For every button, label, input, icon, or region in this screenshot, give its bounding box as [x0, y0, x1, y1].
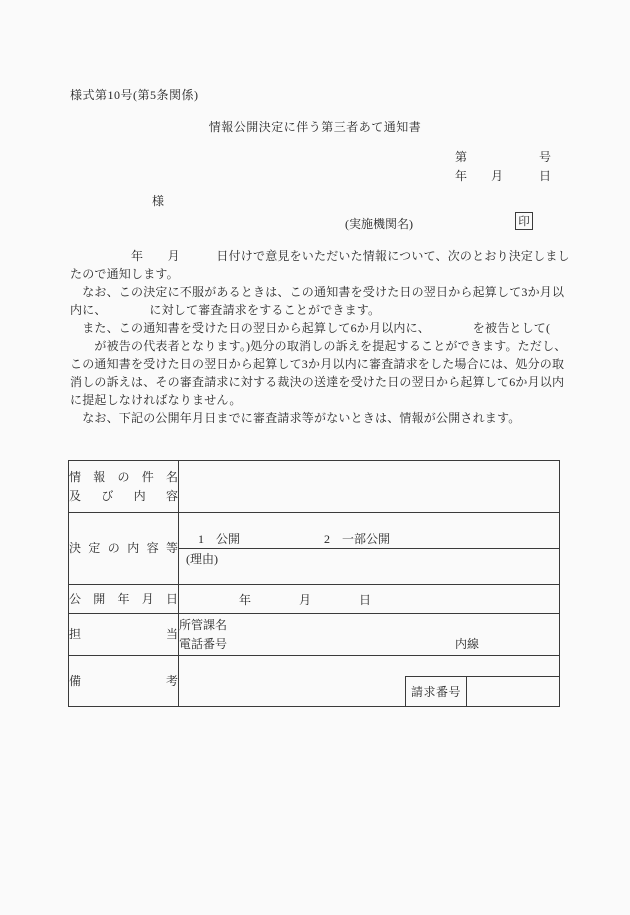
body-line: 内に、 に対して審査請求をすることができます。 [70, 303, 381, 317]
open-date-value-cell: 年 月 日 [179, 585, 560, 614]
info-value-cell [179, 461, 560, 513]
claim-number-box [405, 676, 559, 706]
body-line: なお、この決定に不服があるときは、この通知書を受けた日の翌日から起算して3か月以 [70, 285, 565, 299]
doc-number-date-block [455, 148, 551, 186]
doc-number-line: 第 号 [455, 150, 552, 164]
date-line: 年 月 日 [455, 169, 552, 183]
contact-phone-line: 電話番号 内線 [179, 636, 480, 651]
seal-label: 印 [518, 216, 530, 228]
claim-number-label: 請求番号 [406, 677, 467, 706]
table-row-decision [69, 513, 560, 585]
addressee-suffix: 様 [152, 194, 166, 208]
body-line: この通知書を受けた日の翌日から起算して3か月以内に審査請求をした場合には、処分の取 [70, 357, 565, 371]
body-line: また、この通知書を受けた日の翌日から起算して6か月以内に、 を被告として( [70, 321, 551, 335]
contact-label-cell [69, 614, 179, 656]
form-number: 様式第10号(第5条関係) [70, 88, 199, 102]
info-label-line1: 情報の件名 [69, 469, 178, 484]
decision-label-cell [69, 513, 179, 585]
body-line: が被告の代表者となります。)処分の取消しの訴えを提起することができます。ただし、 [70, 339, 567, 353]
info-label-line2: 及び内容 [69, 488, 178, 503]
contact-label: 担当 [69, 627, 178, 641]
remarks-value-cell [179, 656, 560, 707]
issuer-label: (実施機関名) [345, 217, 413, 231]
body-line: 年 月 日付けで意見をいただいた情報について、次のとおり決定しまし [70, 249, 570, 263]
document-title: 情報公開決定に伴う第三者あて通知書 [208, 120, 422, 134]
contact-value-cell [179, 614, 560, 656]
table-row-info [69, 461, 560, 513]
seal-box [515, 212, 533, 230]
claim-number-value [467, 677, 559, 706]
table-row-remarks [69, 656, 560, 707]
open-date-label: 公開年月日 [69, 591, 178, 606]
remarks-label: 備考 [69, 673, 178, 688]
body-text [70, 247, 570, 427]
body-line: なお、下記の公開年月日までに審査請求等がないときは、情報が公開されます。 [70, 411, 521, 425]
body-line: 消しの訴えは、その審査請求に対する裁決の送達を受けた日の翌日から起算して6か月以内 [70, 375, 565, 389]
table-row-contact [69, 614, 560, 656]
remarks-label-cell [69, 656, 179, 707]
info-label-cell [69, 461, 179, 513]
form-table [68, 460, 560, 707]
decision-label: 決定の内容等 [69, 541, 178, 555]
decision-reason-label: (理由) [186, 552, 218, 566]
decision-choices: 1 公開 2 一部公開 [179, 530, 559, 549]
open-date-label-cell [69, 585, 179, 614]
body-line: に提起しなければなりません。 [70, 393, 242, 407]
table-row-open-date [69, 585, 560, 614]
contact-division-line: 所管課名 [179, 617, 228, 632]
body-line: たので通知します。 [70, 267, 179, 281]
decision-value-cell [179, 513, 560, 585]
